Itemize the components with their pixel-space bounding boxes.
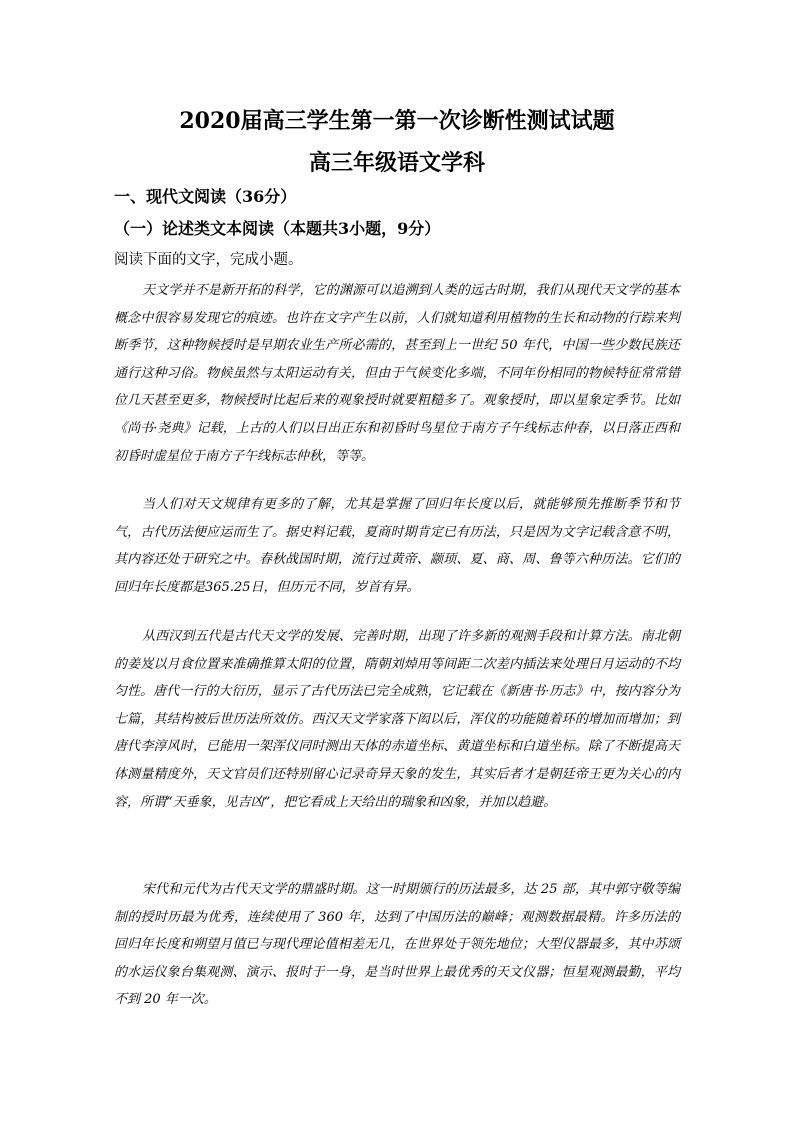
- document-subtitle: 高三年级语文学科: [308, 150, 485, 176]
- paragraph-1: 天文学并不是新开拓的科学，它的渊源可以追溯到人类的远古时期，我们从现代天文学的基本概念中很容易发现它的痕迹。也许在文字产生以前，人们就知道利用植物的生长和动物的行踪来判断季节，这种物候授时是早期农业生产所必需的，甚至到上一世纪 50 年代，中国一些少数民族还通行这种习俗。物候虽然与太阳运动有关，但由于气候变化多端，不同年份相同的物候特征常常错位几天甚至更多，物候授时比起后来的观象授时就要粗糙多了。观象授时，即以星象定季节。比如《尚书·尧典》记载，上古的人们以日出正东和初昏时鸟星位于南方子午线标志仲春，以日落正西和初昏时虚星位于南方子午线标志仲秋，等等。: [114, 283, 680, 464]
- paragraph-3: 从西汉到五代是古代天文学的发展、完善时期，出现了许多新的观测手段和计算方法。南北朝的姜岌以月食位置来准确推算太阳的位置，隋朝刘焯用等间距二次差内插法来处理日月运动的不均匀性。唐代一行的大衍历，显示了古代历法已完全成熟，它记载在《新唐书·历志》中，按内容分为七篇，其结构被后世历法所效仿。西汉天文学家落下闳以后，浑仪的功能随着环的增加而增加；到唐代李淳风时，已能用一架浑仪同时测出天体的赤道坐标、黄道坐标和白道坐标。除了不断提高天体测量精度外，天文官员们还特别留心记录奇异天象的发生，其实后者才是朝廷帝王更为关心的内容，所谓“天垂象，见吉凶”，把它看成上天给出的瑞象和凶象，并加以趋避。: [114, 629, 680, 810]
- reading-instruction: 阅读下面的文字，完成小题。: [114, 252, 303, 268]
- document-title: 2020届高三学生第一第一次诊断性测试试题: [179, 108, 615, 134]
- subsection-heading: （一）论述类文本阅读（本题共3小题，9分）: [114, 219, 441, 238]
- section-heading: 一、现代文阅读（36分）: [114, 187, 297, 206]
- paragraph-2: 当人们对天文规律有更多的了解，尤其是掌握了回归年长度以后，就能够预先推断季节和节气，古代历法便应运而生了。据史料记载，夏商时期肯定已有历法，只是因为文字记载含意不明，其内容还处于研究之中。春秋战国时期，流行过黄帝、颛顼、夏、商、周、鲁等六种历法。它们的回归年长度都是365.25日，但历元不同，岁首有异。: [114, 497, 680, 595]
- paragraph-4: 宋代和元代为古代天文学的鼎盛时期。这一时期颁行的历法最多，达 25 部，其中郭守敬等编制的授时历最为优秀，连续使用了 360 年，达到了中国历法的巅峰；观测数据最精。许多历法的回归年长度和朔望月值已与现代理论值相差无几，在世界处于领先地位；大型仪器最多，其中苏颂的水运仪象台集观测、演示、报时于一身，是当时世界上最优秀的天文仪器；恒星观测最勤，平均不到 20 年一次。: [114, 882, 680, 1008]
